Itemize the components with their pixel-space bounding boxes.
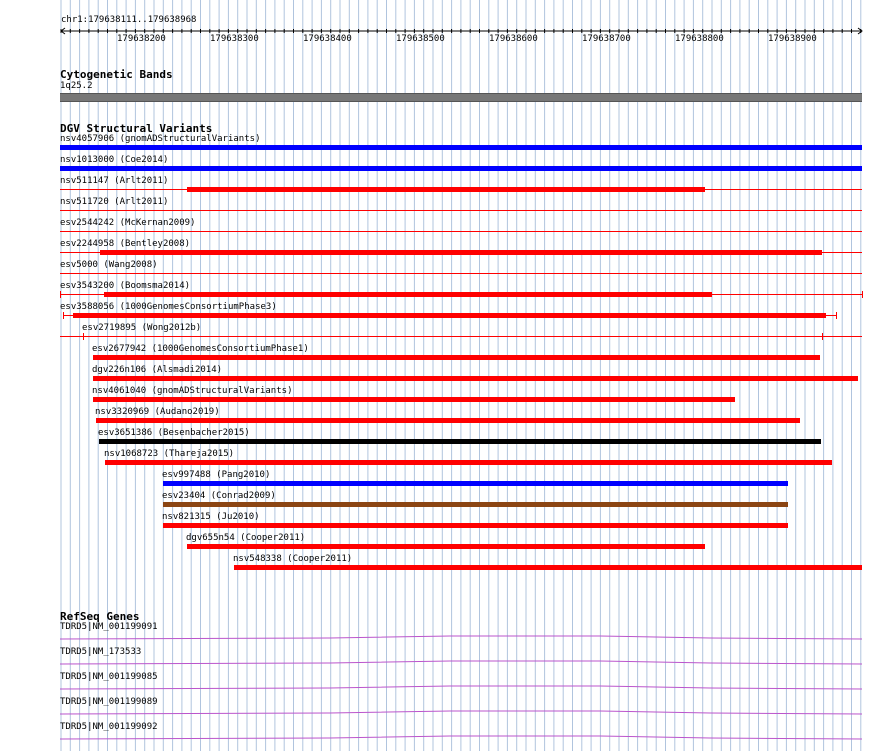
variant-label[interactable]: esv5000 (Wang2008) bbox=[60, 260, 158, 270]
variant-bar[interactable] bbox=[104, 292, 712, 297]
gene-model[interactable] bbox=[0, 705, 890, 717]
variant-bar[interactable] bbox=[73, 313, 826, 318]
variant-bar[interactable] bbox=[187, 544, 705, 549]
variant-label[interactable]: nsv4057906 (gnomADStructuralVariants) bbox=[60, 134, 261, 144]
ruler-tick-label: 179638400 bbox=[303, 34, 352, 44]
ruler-tick-label: 179638700 bbox=[582, 34, 631, 44]
variant-bar[interactable] bbox=[105, 460, 832, 465]
gene-label[interactable]: TDRD5|NM_001199085 bbox=[60, 672, 158, 682]
variant-bar[interactable] bbox=[93, 397, 735, 402]
cytoband-bar[interactable] bbox=[60, 93, 862, 102]
variant-bar[interactable] bbox=[234, 565, 862, 570]
variant-bar[interactable] bbox=[60, 166, 862, 171]
variant-bar[interactable] bbox=[163, 481, 788, 486]
variant-line[interactable] bbox=[60, 336, 862, 337]
variant-extent-cap bbox=[836, 312, 837, 319]
region-label: chr1:179638111..179638968 bbox=[61, 15, 197, 25]
variant-label[interactable]: esv2244958 (Bentley2008) bbox=[60, 239, 191, 249]
gene-label[interactable]: TDRD5|NM_173533 bbox=[60, 647, 142, 657]
variant-label[interactable]: nsv511147 (Arlt2011) bbox=[60, 176, 169, 186]
variant-bar[interactable] bbox=[96, 418, 800, 423]
ruler-tick-label: 179638800 bbox=[675, 34, 724, 44]
variant-bar[interactable] bbox=[163, 523, 788, 528]
variant-label[interactable]: nsv1068723 (Thareja2015) bbox=[104, 449, 235, 459]
ruler-tick-label: 179638500 bbox=[396, 34, 445, 44]
variant-extent-cap bbox=[862, 291, 863, 298]
variant-label[interactable]: esv2677942 (1000GenomesConsortiumPhase1) bbox=[92, 344, 309, 354]
variant-label[interactable]: esv2544242 (McKernan2009) bbox=[60, 218, 196, 228]
variant-label[interactable]: nsv1013000 (Coe2014) bbox=[60, 155, 169, 165]
variant-label[interactable]: nsv511720 (Arlt2011) bbox=[60, 197, 169, 207]
gene-model[interactable] bbox=[0, 680, 890, 692]
gene-model[interactable] bbox=[0, 730, 890, 742]
gene-model[interactable] bbox=[0, 655, 890, 667]
variant-bar[interactable] bbox=[93, 376, 858, 381]
variant-line[interactable] bbox=[60, 210, 862, 211]
variant-bar[interactable] bbox=[93, 355, 820, 360]
gene-label[interactable]: TDRD5|NM_001199092 bbox=[60, 722, 158, 732]
variant-line[interactable] bbox=[60, 273, 862, 274]
gene-label[interactable]: TDRD5|NM_001199089 bbox=[60, 697, 158, 707]
ruler-tick-label: 179638300 bbox=[210, 34, 259, 44]
variant-label[interactable]: nsv4061040 (gnomADStructuralVariants) bbox=[92, 386, 293, 396]
variant-line[interactable] bbox=[60, 231, 862, 232]
ruler-tick-label: 179638200 bbox=[117, 34, 166, 44]
cytoband-label[interactable]: 1q25.2 bbox=[60, 81, 93, 91]
variant-label[interactable]: dgv226n106 (Alsmadi2014) bbox=[92, 365, 223, 375]
refseq-track-title: RefSeq Genes bbox=[60, 610, 140, 623]
variant-bar[interactable] bbox=[99, 439, 821, 444]
variant-label[interactable]: esv3651386 (Besenbacher2015) bbox=[98, 428, 250, 438]
variant-label[interactable]: esv2719895 (Wong2012b) bbox=[82, 323, 202, 333]
variant-bar[interactable] bbox=[187, 187, 705, 192]
variant-label[interactable]: nsv548338 (Cooper2011) bbox=[233, 554, 353, 564]
variant-label[interactable]: esv997488 (Pang2010) bbox=[162, 470, 271, 480]
gene-model[interactable] bbox=[0, 630, 890, 642]
variant-label[interactable]: nsv821315 (Ju2010) bbox=[162, 512, 260, 522]
variant-label[interactable]: nsv3320969 (Audano2019) bbox=[95, 407, 220, 417]
variant-bar[interactable] bbox=[60, 145, 862, 150]
dgv-track-title: DGV Structural Variants bbox=[60, 122, 213, 135]
ruler-tick-label: 179638900 bbox=[768, 34, 817, 44]
cytoband-track-title: Cytogenetic Bands bbox=[60, 68, 173, 81]
variant-label[interactable]: esv3588056 (1000GenomesConsortiumPhase3) bbox=[60, 302, 277, 312]
gene-label[interactable]: TDRD5|NM_001199091 bbox=[60, 622, 158, 632]
variant-bar[interactable] bbox=[100, 250, 822, 255]
ruler-tick-label: 179638600 bbox=[489, 34, 538, 44]
variant-extent-cap bbox=[63, 312, 64, 319]
variant-bar[interactable] bbox=[163, 502, 788, 507]
variant-label[interactable]: esv23404 (Conrad2009) bbox=[162, 491, 276, 501]
variant-label[interactable]: esv3543200 (Boomsma2014) bbox=[60, 281, 191, 291]
variant-label[interactable]: dgv655n54 (Cooper2011) bbox=[186, 533, 306, 543]
